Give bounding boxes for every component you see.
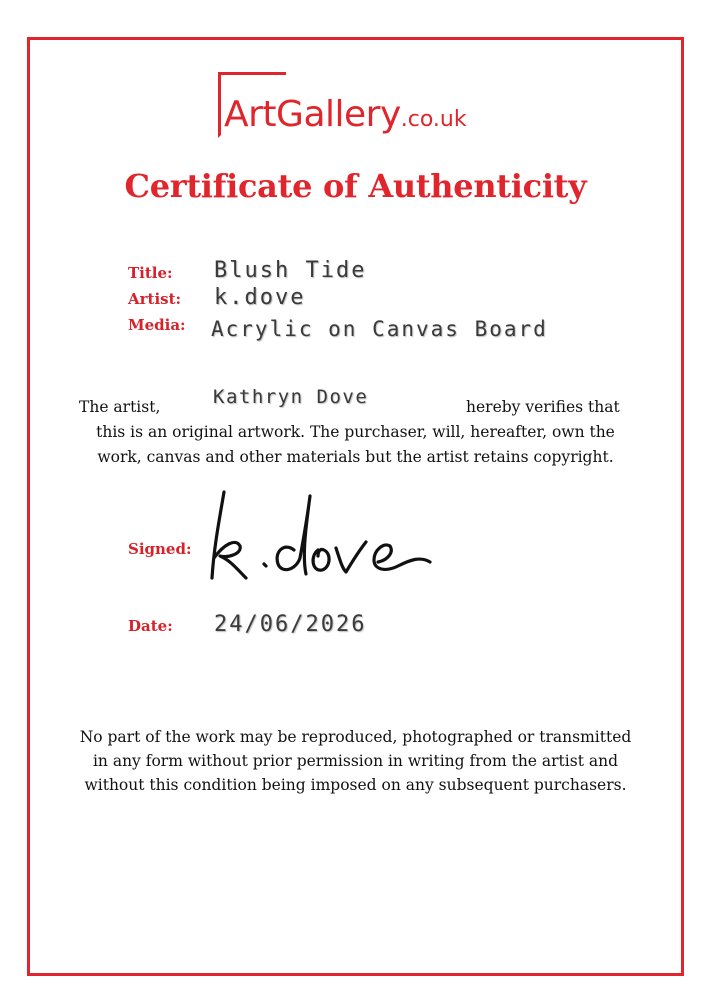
verification-line-3: work, canvas and other materials but the artist retains copyright. — [97, 448, 614, 466]
verifying-artist-name: Kathryn Dove — [213, 386, 369, 408]
verification-suffix: hereby verifies that — [466, 398, 620, 416]
signed-label: Signed: — [128, 540, 192, 558]
logo-name: ArtGallery — [224, 94, 401, 135]
disclaimer-line-1: No part of the work may be reproduced, photographed or transmitted — [79, 728, 632, 746]
logo-text — [224, 94, 467, 135]
date-value: 24/06/2026 — [214, 612, 367, 637]
disclaimer-line-3: without this condition being imposed on any subsequent purchasers. — [84, 776, 627, 794]
media-label: Media: — [128, 316, 186, 334]
artwork-title-value: Blush Tide — [214, 258, 367, 283]
date-label: Date: — [128, 617, 173, 635]
verification-prefix: The artist, — [79, 398, 161, 416]
title-label: Title: — [128, 264, 173, 282]
artist-signature — [206, 486, 436, 586]
artist-value: k.dove — [214, 285, 306, 310]
disclaimer-line-2: in any form without prior permission in writing from the artist and — [92, 752, 619, 770]
verification-line-2: this is an original artwork. The purchaser, will, hereafter, own the — [96, 423, 615, 441]
media-value: Acrylic on Canvas Board — [211, 317, 548, 341]
logo-suffix: .co.uk — [400, 107, 467, 132]
certificate-title: Certificate of Authenticity — [124, 167, 587, 205]
artist-label: Artist: — [128, 290, 182, 308]
logo-frame-top — [218, 72, 286, 75]
